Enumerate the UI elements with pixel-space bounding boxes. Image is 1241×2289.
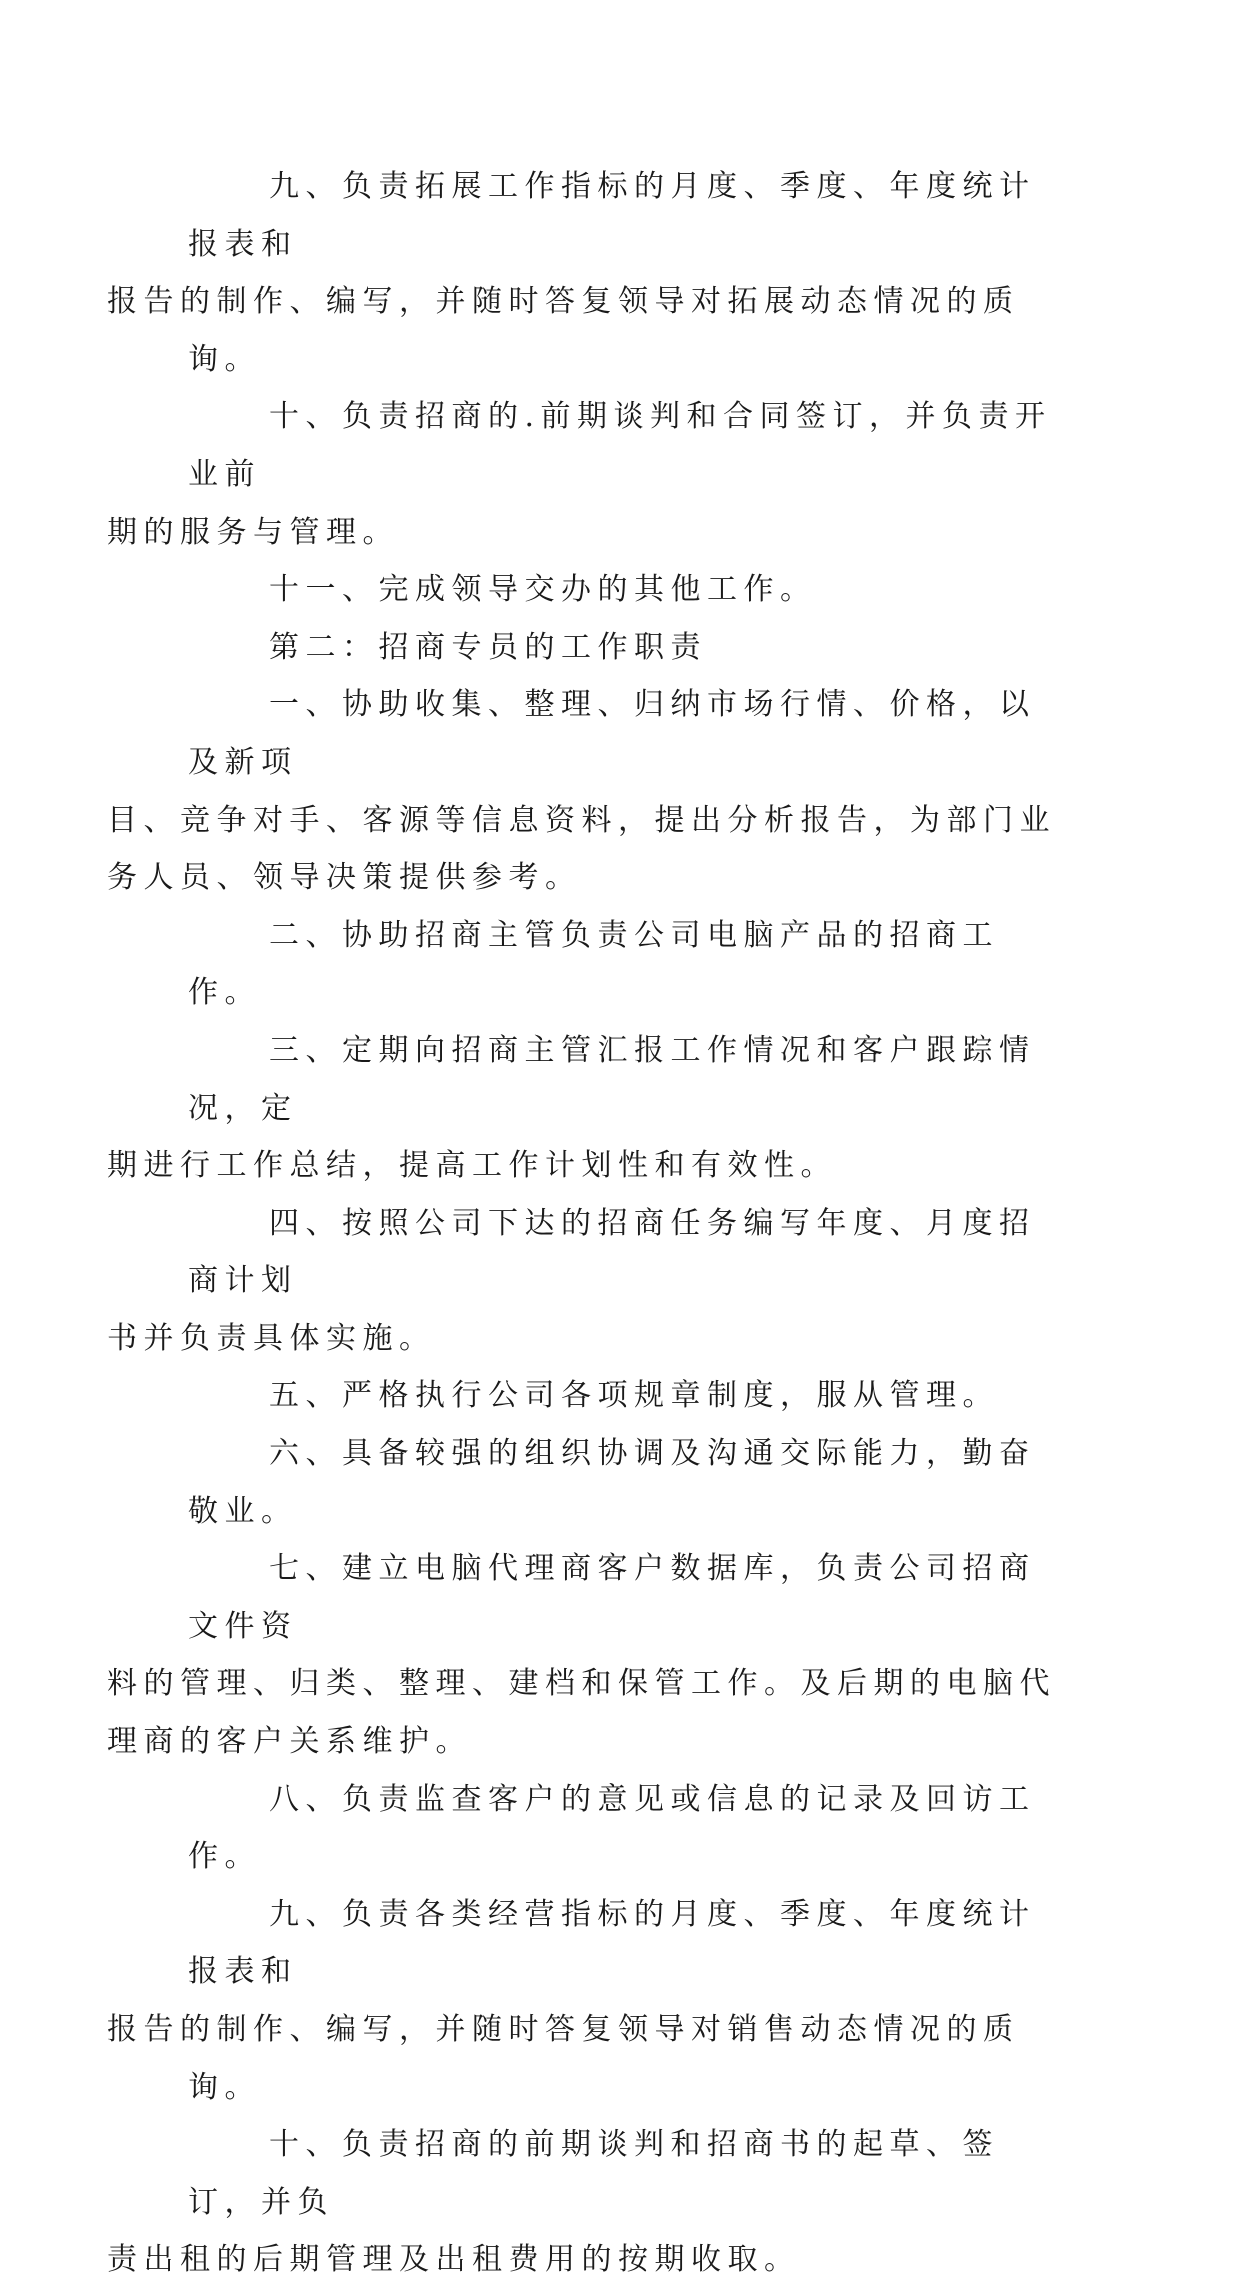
paragraph-line: 书并负责具体实施。 — [107, 1320, 436, 1356]
paragraph-line: 三、定期向招商主管汇报工作情况和客户跟踪情况，定 — [188, 1032, 1036, 1126]
paragraph-line: 七、建立电脑代理商客户数据库，负责公司招商文件资 — [188, 1551, 1036, 1644]
paragraph-line: 务人员、领导决策提供参考。 — [107, 860, 582, 896]
paragraph — [188, 1425, 1068, 1540]
paragraph-line: 料的管理、归类、整理、建档和保管工作。及后期的电脑代 — [107, 1666, 1056, 1702]
paragraph-line: 一、协助收集、整理、归纳市场行情、价格，以及新项 — [188, 687, 1036, 780]
paragraph-line: 五、严格执行公司各项规章制度，服从管理。 — [269, 1378, 999, 1414]
paragraph-line: 十一、完成领导交办的其他工作。 — [269, 572, 817, 608]
paragraph-line: 期的服务与管理。 — [107, 514, 399, 550]
paragraph-line: 六、具备较强的组织协调及沟通交际能力，勤奋敬业。 — [188, 1436, 1036, 1529]
paragraph — [107, 388, 1068, 561]
paragraph-line: 责出租的后期管理及出租费用的按期收取。 — [107, 2242, 801, 2278]
paragraph-line: 报告的制作、编写，并随时答复领导对销售动态情况的质询。 — [107, 2012, 1020, 2105]
paragraph — [188, 1367, 1068, 1425]
paragraph-line: 二、协助招商主管负责公司电脑产品的招商工作。 — [188, 917, 999, 1011]
paragraph-line: 十、负责招商的.前期谈判和合同签订，并负责开业前 — [188, 399, 1052, 492]
paragraph-line: 理商的客户关系维护。 — [107, 1724, 472, 1760]
paragraph — [107, 1022, 1068, 1195]
document-body — [107, 158, 1068, 2289]
paragraph — [107, 676, 1068, 906]
paragraph-line: 九、负责拓展工作指标的月度、季度、年度统计报表和 — [188, 169, 1036, 262]
paragraph — [107, 1195, 1068, 1368]
paragraph — [188, 1771, 1068, 1886]
paragraph — [107, 1540, 1068, 1770]
paragraph-line: 八、负责监查客户的意见或信息的记录及回访工作。 — [188, 1781, 1036, 1875]
paragraph-line: 十、负责招商的前期谈判和招商书的起草、签订，并负 — [188, 2127, 999, 2220]
paragraph-line: 九、负责各类经营指标的月度、季度、年度统计报表和 — [188, 1896, 1036, 1990]
paragraph — [107, 158, 1068, 388]
paragraph — [107, 2116, 1068, 2289]
paragraph-line: 期进行工作总结，提高工作计划性和有效性。 — [107, 1148, 837, 1184]
paragraph-line: 四、按照公司下达的招商任务编写年度、月度招商计划 — [188, 1205, 1036, 1299]
paragraph-line: 第二：招商专员的工作职责 — [269, 629, 707, 665]
paragraph — [188, 907, 1068, 1022]
section-heading — [188, 619, 1068, 677]
paragraph — [107, 1886, 1068, 2116]
paragraph-line: 报告的制作、编写，并随时答复领导对拓展动态情况的质询。 — [107, 284, 1020, 377]
paragraph — [188, 561, 1068, 619]
paragraph-line: 目、竞争对手、客源等信息资料，提出分析报告，为部门业 — [107, 802, 1056, 838]
